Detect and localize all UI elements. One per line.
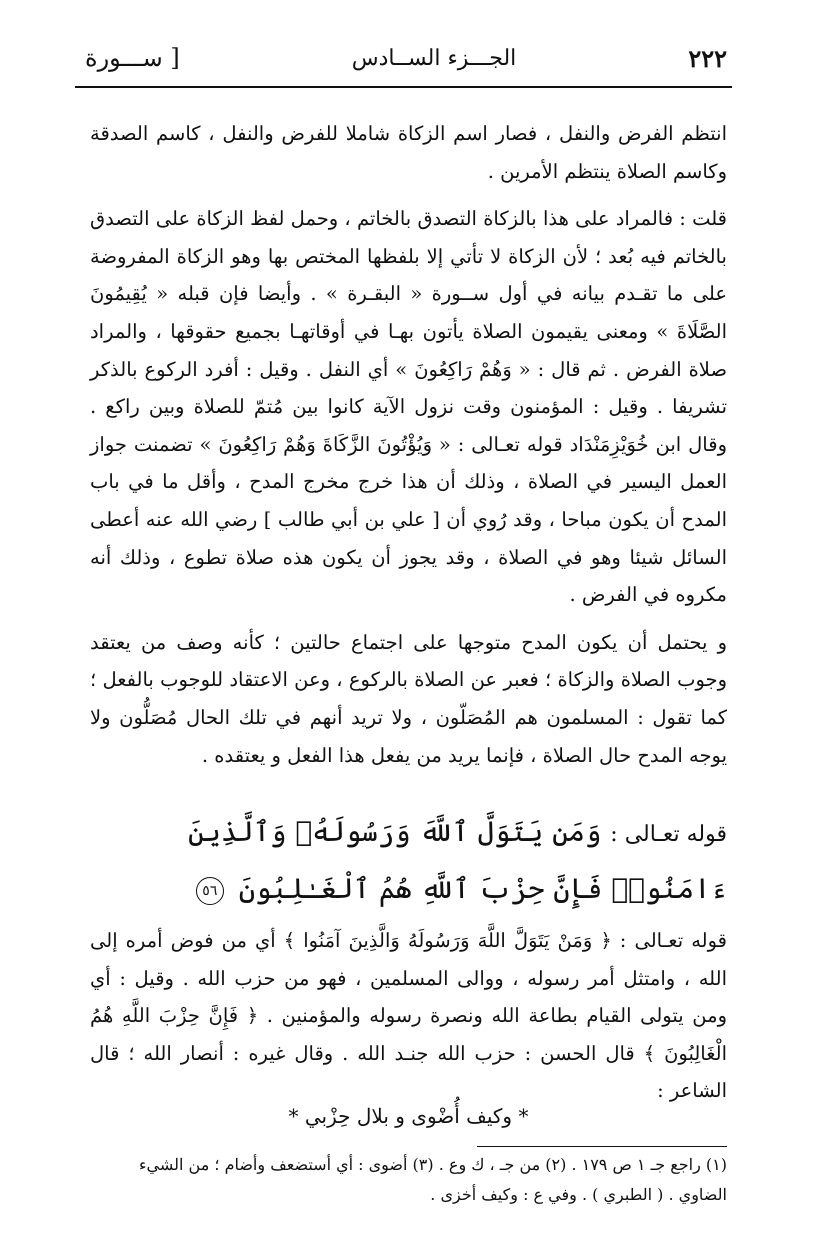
commentary-text: [90, 922, 727, 1110]
verse-lead: قوله تعـالى :: [610, 822, 727, 847]
page-header: [85, 36, 727, 80]
paragraph: قوله تعـالى : ﴿ وَمَنْ يَتَوَلَّ اللَّهَ وَرَسُولَهُ وَالَّذِينَ آمَنُوا ﴾ أي من فوض أمره إلى الله ، وامتثل أمر رسوله ، ووالى المسلمين ، فهو من حزب الله . وقيل : أي ومن يتولى القيام بطاعة الله ونصرة رسوله والمؤمنين . ﴿ فَإِنَّ حِزْبَ اللَّهِ هُمُ الْغَالِبُونَ ﴾ قال الحسن : حزب الله جنـد الله . وقال غيره : أنصار الله ؛ قال الشاعر :: [90, 929, 727, 1103]
footnote-line: (١) راجع جـ ١ ص ١٧٩ . (٢) من جـ ، ك وع . (٣) أضوى : أي أستضعف وأضام ؛ من الشيء: [139, 1155, 727, 1174]
footnote-divider: [477, 1146, 727, 1147]
quran-verse: [90, 805, 727, 916]
main-text: [90, 115, 727, 774]
paragraph: انتظم الفرض والنفل ، فصار اسم الزكاة شاملا للفرض والنفل ، كاسم الصدقة وكاسم الصلاة ينتظم الأمرين .: [90, 122, 727, 183]
paragraph: و يحتمل أن يكون المدح متوجها على اجتماع حالتين ؛ كأنه وصف من يعتقد وجوب الصلاة والزكاة ؛ فعبر عن الصلاة بالركوع ، وعن الاعتقاد للوجوب بالفعل ؛ كما تقول : المسلمون هم المُصَلّون ، ولا تريد أنهم في تلك الحال مُصَلُّون ولا يوجه المدح حال الصلاة ، فإنما يريد من يفعل هذا الفعل و يعتقده .: [90, 630, 727, 767]
paragraph: قلت : فالمراد على هذا بالزكاة التصدق بالخاتم ، وحمل لفظ الزكاة على التصدق بالخاتم فيه بُعد ؛ لأن الزكاة لا تأتي إلا بلفظها المختص بها وهو الزكاة المفروضة على ما تقـدم بيانه في أول ســورة « البقـرة » . وأيضا فإن قبله « يُقِيمُونَ الصَّلَاةَ » ومعنى يقيمون الصلاة يأتون بهـا في أوقاتهـا بجميع حقوقها ، والمراد صلاة الفرض . ثم قال : « وَهُمْ رَاكِعُونَ » أي النفل . وقيل : أفرد الركوع بالذكر تشريفا . وقيل : المؤمنون وقت نزول الآية كانوا بين مُتمّ للصلاة وبين راكع . وقال ابن خُوَيْزِمَنْدَاد قوله تعـالى : « وَيُؤْتُونَ الزَّكَاةَ وَهُمْ رَاكِعُونَ » تضمنت جواز العمل اليسير في الصلاة ، وذلك أن هذا خرج مخرج المدح ، وأقل ما في باب المدح أن يكون مباحا ، وقد رُوي أن [ علي بن أبي طالب ] رضي الله عنه أعطى السائل شيئا وهو في الصلاة ، وقد يجوز أن يكون هذه صلاة تطوع ، وذلك أنه مكروه في الفرض .: [90, 207, 727, 607]
part-title: الجـــزء الســادس: [351, 45, 517, 71]
poem-line: * وكيف أُضْوى و بلال حِزْبي *: [288, 1104, 529, 1128]
footnotes: [75, 1150, 727, 1210]
page-number: ٢٢٢: [688, 43, 727, 73]
footnote-line: الضاوي . ( الطبري ) . وفي ع : وكيف أخزى .: [430, 1185, 727, 1204]
verse-number: ٥٦: [196, 877, 224, 905]
header-divider: [75, 86, 732, 88]
verse-text: وَمَن يَتَوَلَّ ٱللَّهَ وَرَسُولَهُۥ وَٱلَّذِينَ ءَامَنُوا۟ فَإِنَّ حِزْبَ ٱللَّهِ هُمُ ٱلْغَـٰلِبُونَ: [188, 815, 727, 905]
surah-title: [ ســـورة: [85, 44, 180, 72]
